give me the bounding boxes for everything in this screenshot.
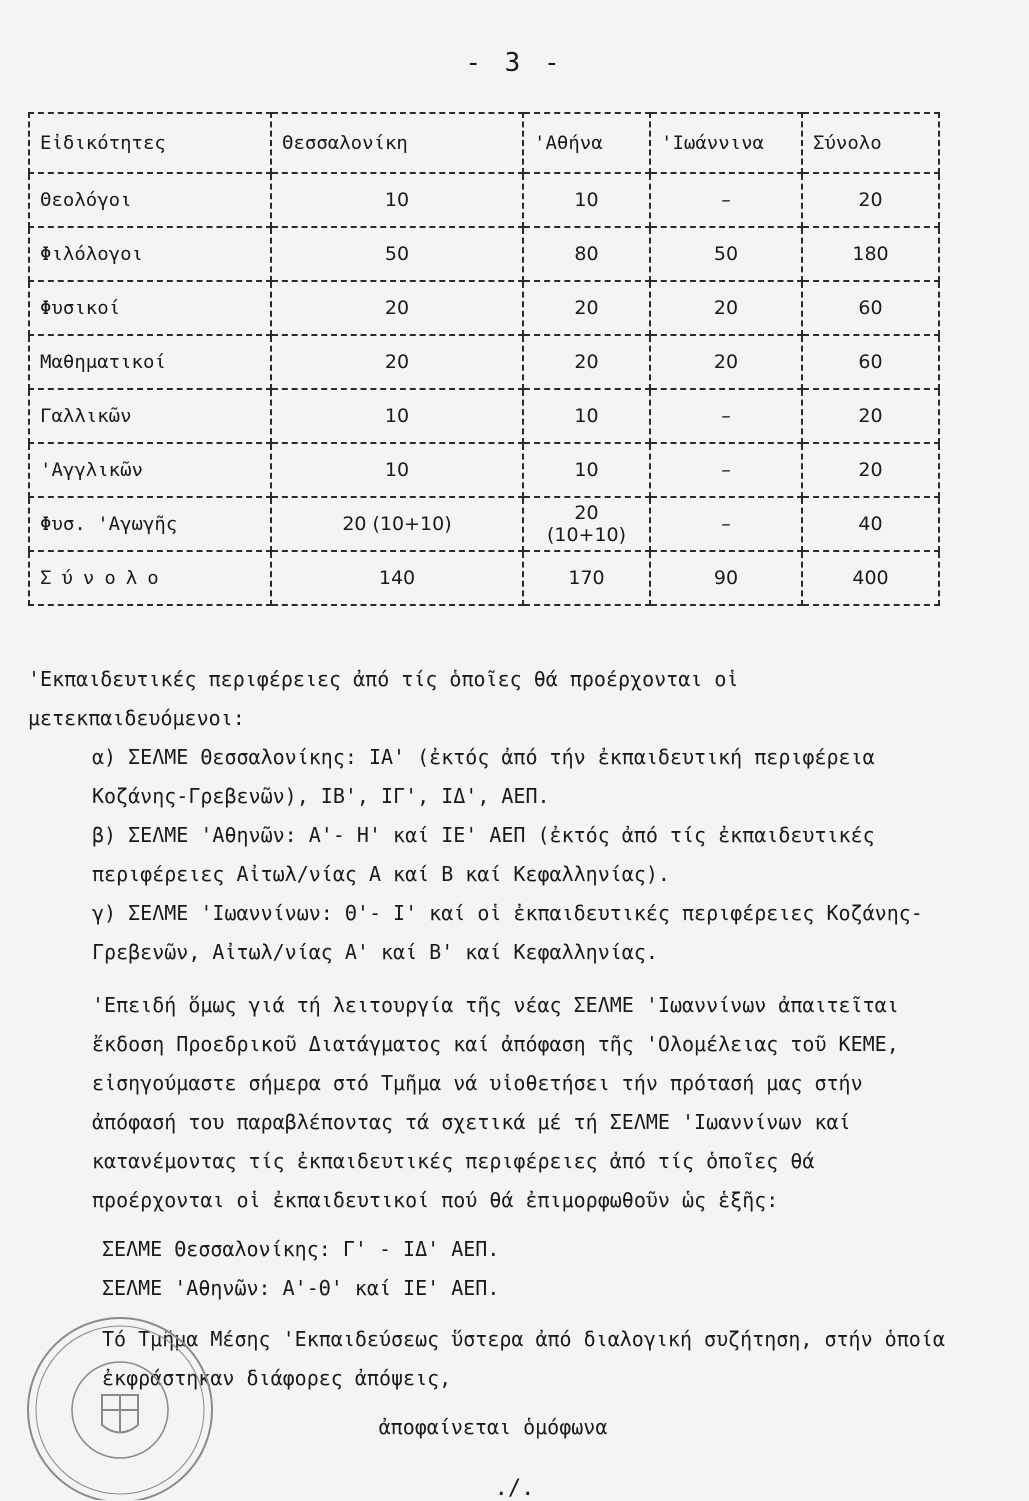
cell-total: 60 xyxy=(802,281,939,335)
cell-total: 20 xyxy=(802,173,939,227)
paragraph-thessaloniki: ΣΕΛΜΕ Θεσσαλονίκης: Γ' - ΙΔ' ΑΕΠ. xyxy=(102,1237,500,1261)
paragraph-athens: ΣΕΛΜΕ 'Αθηνῶν: Α'-Θ' καί ΙΕ' ΑΕΠ. xyxy=(102,1276,500,1300)
cell-thessaloniki: 50 xyxy=(271,227,523,281)
cell-ioannina: 20 xyxy=(650,335,802,389)
cell-athens: 80 xyxy=(523,227,650,281)
header-athens: 'Αθήνα xyxy=(523,113,650,173)
cell-ioannina: – xyxy=(650,443,802,497)
header-thessaloniki: Θεσσαλονίκη xyxy=(271,113,523,173)
cell-specialty: Φυσικοί xyxy=(29,281,271,335)
header-ioannina: 'Ιωάννινα xyxy=(650,113,802,173)
cell-grand-total: 400 xyxy=(802,551,939,605)
cell-total-athens: 170 xyxy=(523,551,650,605)
cell-ioannina: 20 xyxy=(650,281,802,335)
cell-ioannina: – xyxy=(650,173,802,227)
cell-total: 20 xyxy=(802,443,939,497)
table-row xyxy=(29,173,939,227)
paragraph-beta: β) ΣΕΛΜΕ 'Αθηνῶν: Α'- Η' καί ΙΕ' ΑΕΠ (ἐκτός ἀπό τίς ἐκπαιδευτικές περιφέρειες Αἰτωλ/νίας Α καί Β καί Κεφαλληνίας). xyxy=(92,823,875,886)
table-total-row xyxy=(29,551,939,605)
cell-thessaloniki: 20 xyxy=(271,281,523,335)
cell-thessaloniki: 10 xyxy=(271,173,523,227)
paragraph-decision: ἀποφαίνεται ὁμόφωνα xyxy=(378,1415,608,1439)
table-row xyxy=(29,281,939,335)
continuation-mark: ./. xyxy=(494,1476,535,1501)
cell-athens: 10 xyxy=(523,443,650,497)
cell-specialty: Γαλλικῶν xyxy=(29,389,271,443)
cell-ioannina: – xyxy=(650,389,802,443)
table-header-row xyxy=(29,113,939,173)
cell-thessaloniki: 20 xyxy=(271,335,523,389)
table-row xyxy=(29,335,939,389)
cell-thessaloniki: 20 (10+10) xyxy=(271,497,523,551)
cell-total: 180 xyxy=(802,227,939,281)
cell-ioannina: – xyxy=(650,497,802,551)
table-row xyxy=(29,497,939,551)
header-total: Σύνολο xyxy=(802,113,939,173)
page-number: - 3 - xyxy=(465,48,564,78)
cell-athens: 20 xyxy=(523,335,650,389)
cell-specialty: 'Αγγλικῶν xyxy=(29,443,271,497)
cell-total: 40 xyxy=(802,497,939,551)
cell-specialty: Μαθηματικοί xyxy=(29,335,271,389)
table-row xyxy=(29,227,939,281)
cell-specialty: Θεολόγοι xyxy=(29,173,271,227)
cell-total-label: Σύνολο xyxy=(29,551,271,605)
table-row xyxy=(29,443,939,497)
paragraph-alpha: α) ΣΕΛΜΕ Θεσσαλονίκης: ΙΑ' (ἐκτός ἀπό τήν ἐκπαιδευτική περιφέρεια Κοζάνης-Γρεβενῶν), ΙΒ', ΙΓ', ΙΔ', ΑΕΠ. xyxy=(92,745,875,808)
paragraph-decision-intro: Τό Τμῆμα Μέσης 'Εκπαιδεύσεως ὕστερα ἀπό διαλογική συζήτηση, στήν ὁποία ἐκφράστηκαν διάφορες ἀπόψεις, xyxy=(102,1327,945,1390)
cell-athens: 10 xyxy=(523,389,650,443)
paragraph-proposal: 'Επειδή ὅμως γιά τή λειτουργία τῆς νέας ΣΕΛΜΕ 'Ιωαννίνων ἀπαιτεῖται ἔκδοση Προεδρικοῦ Διατάγματος καί ἀπόφαση τῆς 'Ολομέλειας τοῦ ΚΕΜΕ, εἰσηγούμαστε σήμερα στό Τμῆμα νά υἱοθετήσει τήν πρότασή μας στήν ἀπόφασή του παραβλέποντας τά σχετικά μέ τή ΣΕΛΜΕ 'Ιωαννίνων καί κατανέμοντας τίς ἐκπαιδευτικές περιφέρειες ἀπό τίς ὁποῖες θά προέρχονται οἱ ἐκπαιδευτικοί πού θά ἐπιμορφωθοῦν ὡς ἑξῆς: xyxy=(92,993,899,1212)
cell-thessaloniki: 10 xyxy=(271,389,523,443)
cell-specialty: Φυσ. 'Αγωγῆς xyxy=(29,497,271,551)
cell-total: 20 xyxy=(802,389,939,443)
header-specialties: Εἰδικότητες xyxy=(29,113,271,173)
cell-thessaloniki: 10 xyxy=(271,443,523,497)
paragraph-gamma: γ) ΣΕΛΜΕ 'Ιωαννίνων: Θ'- Ι' καί οἱ ἐκπαιδευτικές περιφέρειες Κοζάνης-Γρεβενῶν, Αἰτωλ/νίας Α' καί Β' καί Κεφαλληνίας. xyxy=(92,901,923,964)
cell-ioannina: 50 xyxy=(650,227,802,281)
cell-total-thessaloniki: 140 xyxy=(271,551,523,605)
cell-total-ioannina: 90 xyxy=(650,551,802,605)
cell-total: 60 xyxy=(802,335,939,389)
cell-athens: 20 xyxy=(523,281,650,335)
official-stamp-icon xyxy=(10,1300,230,1500)
paragraph-intro: 'Εκπαιδευτικές περιφέρειες ἀπό τίς ὁποῖες θά προέρχονται οἱ μετεκπαιδευόμενοι: xyxy=(28,667,739,730)
cell-specialty: Φιλόλογοι xyxy=(29,227,271,281)
cell-athens: 10 xyxy=(523,173,650,227)
table-row xyxy=(29,389,939,443)
specialties-table xyxy=(28,112,940,606)
cell-athens: 20 (10+10) xyxy=(523,497,650,551)
